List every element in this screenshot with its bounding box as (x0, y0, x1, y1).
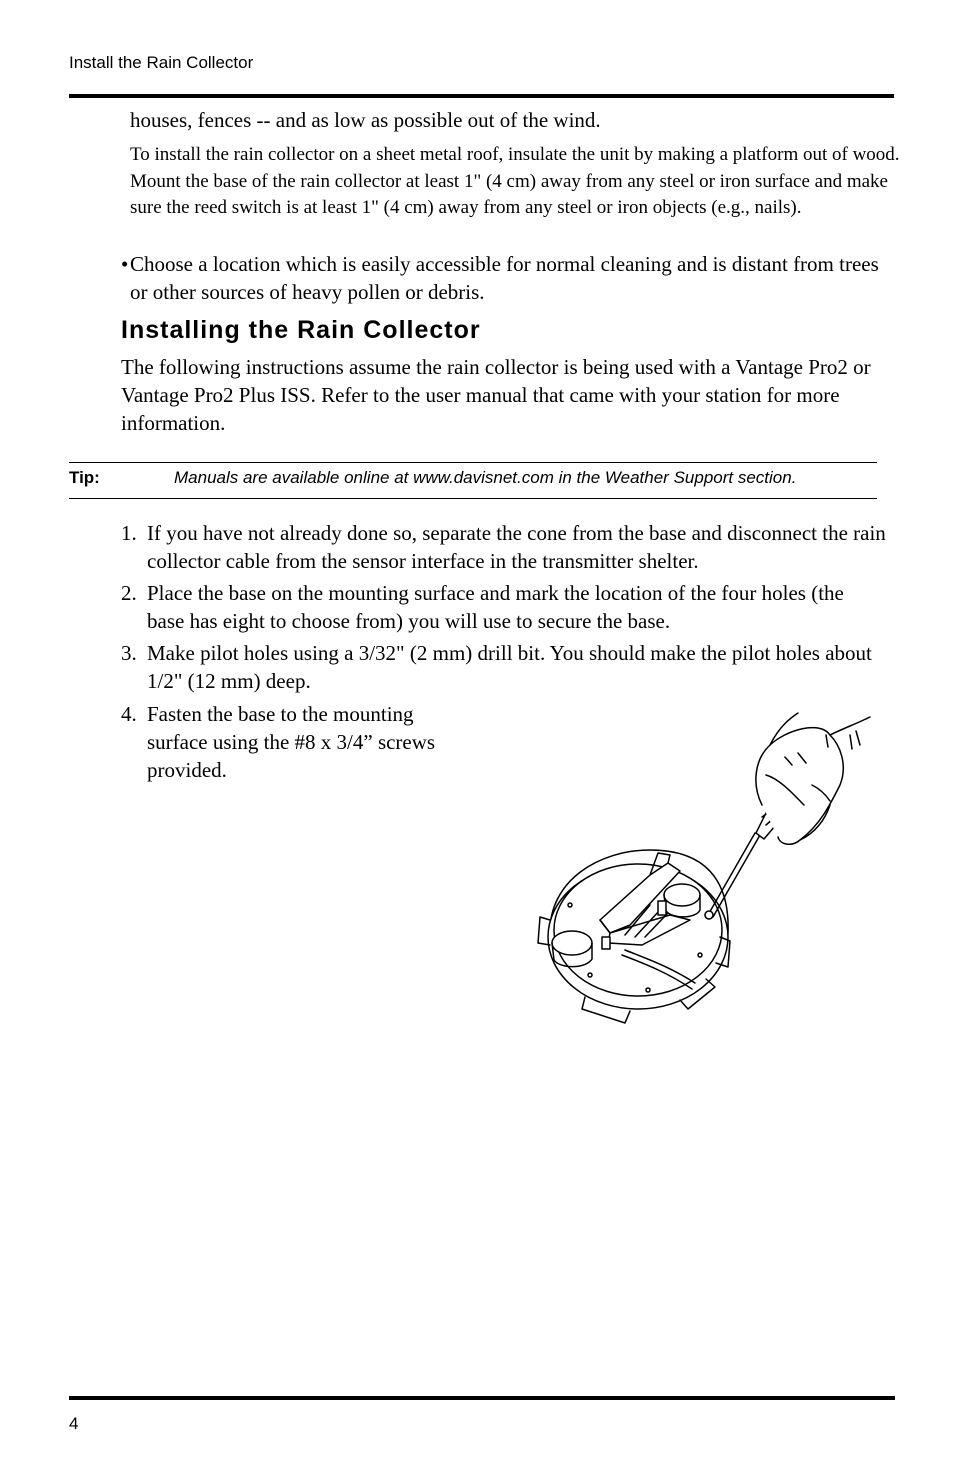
step-text: Place the base on the mounting surface and mark the location of the four holes (the base has eight to choose from) you will use to secure the base. (147, 581, 844, 633)
step-text: Fasten the base to the mounting surface using the #8 x 3/4” screws provided. (147, 702, 436, 782)
paragraph-sheet-metal: To install the rain collector on a sheet metal roof, insulate the unit by making a platform out of wood. Mount the base of the rain collector at least 1" (4 cm) away from any steel or iron surface and make sure the reed switch is at least 1" (4 cm) away from any steel or iron objects (e.g., nails). (130, 144, 900, 218)
tip-rule-top (69, 462, 877, 463)
page-number: 4 (69, 1414, 79, 1433)
step-number: 3. (121, 641, 137, 665)
step-item (121, 519, 886, 575)
step-text: Make pilot holes using a 3/32" (2 mm) drill bit. You should make the pilot holes about 1/2" (12 mm) deep. (147, 641, 872, 693)
step-number: 2. (121, 581, 137, 605)
tip-label: Tip: (69, 468, 100, 487)
step-text: If you have not already done so, separate the cone from the base and disconnect the rain collector cable from the sensor interface in the transmitter shelter. (147, 521, 886, 573)
page-header-title: Install the Rain Collector (69, 53, 254, 72)
bullet-mark: • (121, 252, 129, 276)
paragraph-continued: houses, fences -- and as low as possible out of the wind. (130, 108, 601, 132)
section-heading: Installing the Rain Collector (121, 316, 481, 344)
step-number: 4. (121, 702, 137, 726)
step-item (121, 639, 891, 695)
footer-rule (69, 1396, 895, 1400)
step-number: 1. (121, 521, 137, 545)
step-item (121, 579, 881, 635)
bullet-item (121, 250, 896, 306)
tip-text: Manuals are available online at www.davisnet.com in the Weather Support section. (174, 468, 797, 487)
section-intro: The following instructions assume the rain collector is being used with a Vantage Pro2 or Vantage Pro2 Plus ISS. Refer to the user manual that came with your station for more information. (121, 355, 871, 435)
bullet-text: Choose a location which is easily accessible for normal cleaning and is distant from trees or other sources of heavy pollen or debris. (130, 252, 879, 304)
illustration-screwdriver-fastening-base (530, 705, 880, 1035)
tip-rule-bottom (69, 498, 877, 499)
step-item (121, 700, 471, 784)
header-rule (69, 94, 894, 98)
